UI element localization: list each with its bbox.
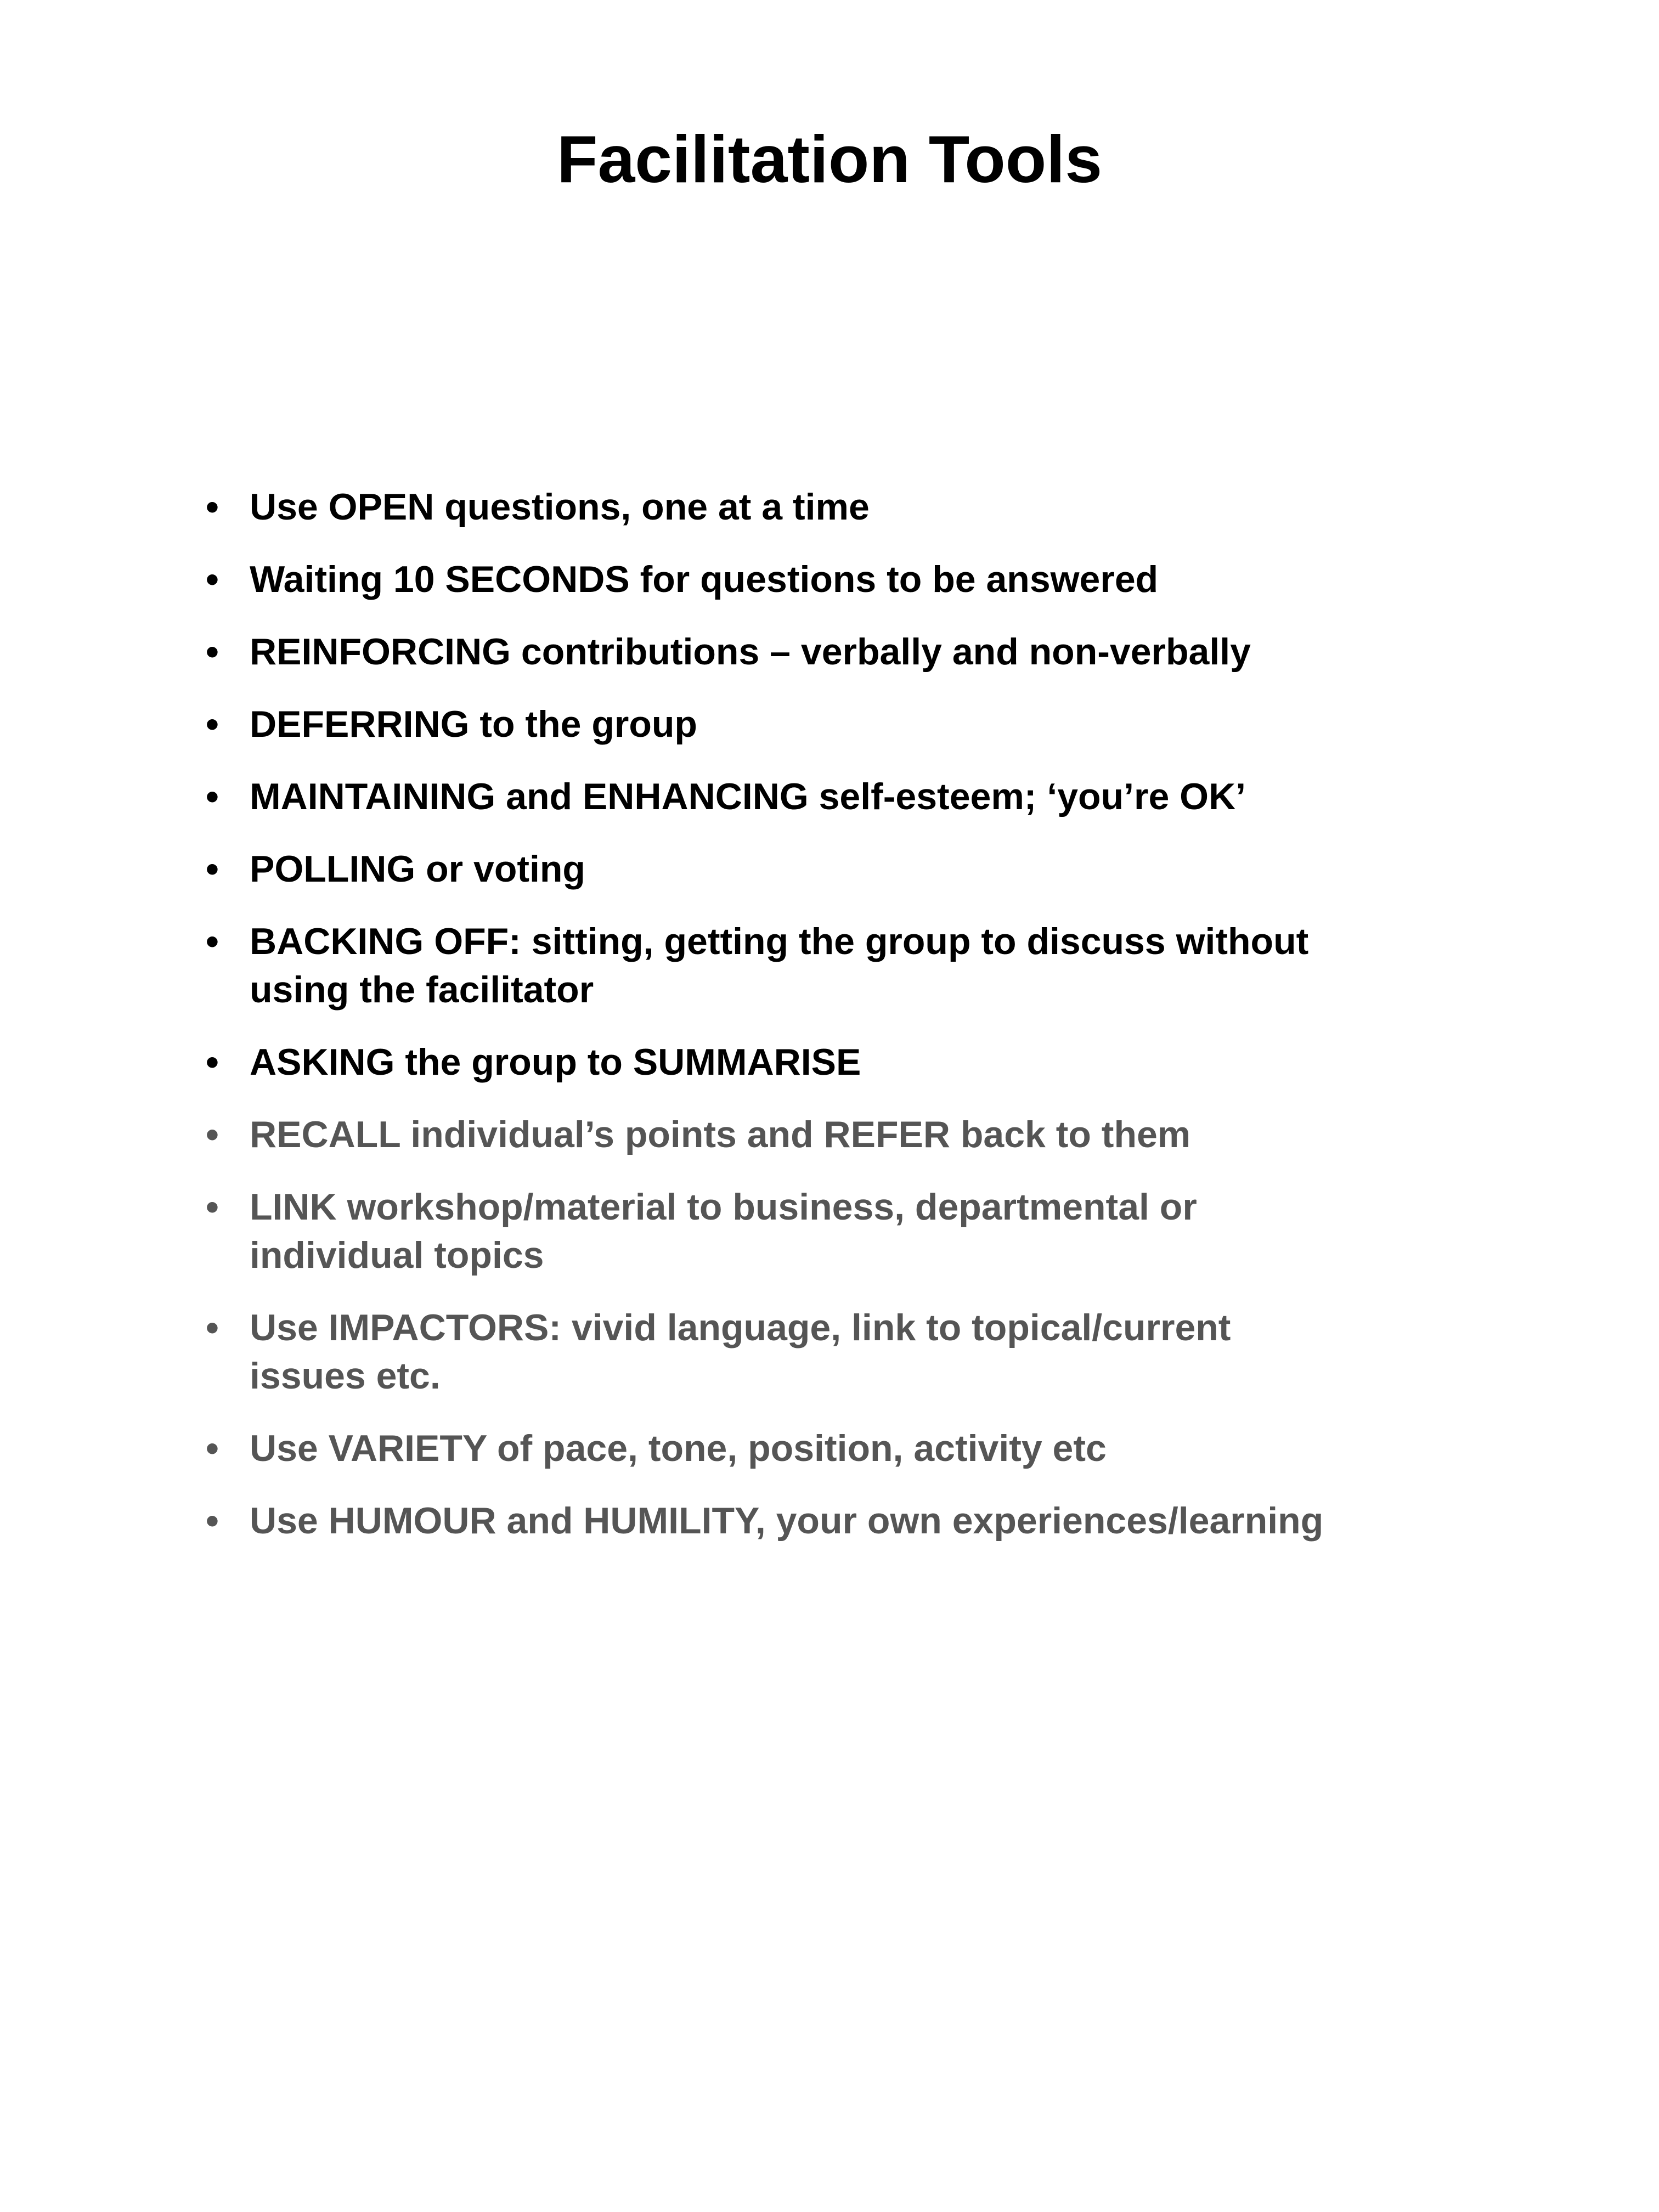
list-item: [206, 772, 1468, 821]
list-item-text: ASKING the group to SUMMARISE: [250, 1041, 861, 1083]
list-item: [206, 1110, 1468, 1159]
bullet-icon: •: [206, 1114, 219, 1155]
list-item-text: Use OPEN questions, one at a time: [250, 486, 870, 528]
list-item-text: LINK workshop/material to business, departmental or individual topics: [250, 1186, 1197, 1276]
bullet-icon: •: [206, 703, 219, 745]
list-item-text: Use VARIETY of pace, tone, position, activity etc: [250, 1427, 1107, 1469]
list-item: [206, 1304, 1468, 1400]
bullet-icon: •: [206, 1427, 219, 1469]
bullet-icon: •: [206, 1500, 219, 1542]
list-item: [206, 628, 1468, 676]
bullet-icon: •: [206, 558, 219, 600]
list-item-text: Waiting 10 SECONDS for questions to be answered: [250, 558, 1159, 600]
facilitation-tools-list: [206, 483, 1468, 1569]
page-title: Facilitation Tools: [556, 122, 1103, 196]
bullet-icon: •: [206, 1186, 219, 1228]
bullet-icon: •: [206, 921, 219, 962]
bullet-icon: •: [206, 776, 219, 817]
list-item-text: DEFERRING to the group: [250, 703, 697, 745]
list-item-text: BACKING OFF: sitting, getting the group to discuss without using the facilitator: [250, 921, 1309, 1011]
list-item: [206, 917, 1468, 1014]
list-item: [206, 700, 1468, 748]
list-item-text: Use IMPACTORS: vivid language, link to topical/current issues etc.: [250, 1307, 1231, 1397]
list-item-text: POLLING or voting: [250, 848, 585, 890]
list-item-text: RECALL individual’s points and REFER back to them: [250, 1114, 1191, 1155]
bullet-icon: •: [206, 1041, 219, 1083]
list-item-text: Use HUMOUR and HUMILITY, your own experiences/learning: [250, 1500, 1324, 1542]
list-item: [206, 845, 1468, 893]
bullet-icon: •: [206, 631, 219, 673]
bullet-icon: •: [206, 1307, 219, 1348]
list-item-text: MAINTAINING and ENHANCING self-esteem; ‘you’re OK’: [250, 776, 1246, 817]
list-item: [206, 1424, 1468, 1472]
list-item: [206, 1183, 1468, 1279]
list-item: [206, 555, 1468, 603]
bullet-icon: •: [206, 486, 219, 528]
bullet-icon: •: [206, 848, 219, 890]
list-item: [206, 1038, 1468, 1086]
list-item-text: REINFORCING contributions – verbally and non-verbally: [250, 631, 1251, 673]
list-item: [206, 1497, 1468, 1545]
list-item: [206, 483, 1468, 531]
